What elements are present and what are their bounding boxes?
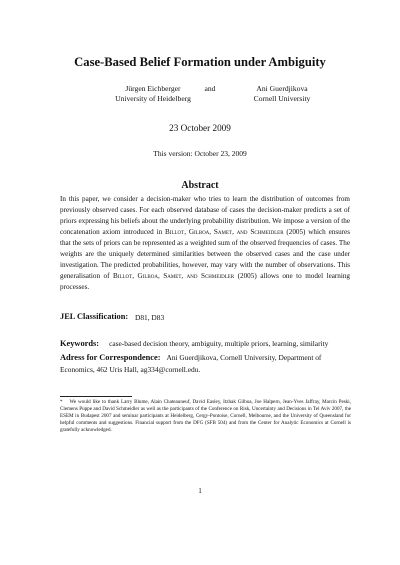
acknowledgement-footnote [60, 399, 351, 434]
author-conjunction: and [204, 84, 216, 93]
jel-classification [60, 312, 350, 321]
footnote-mark: * [60, 400, 63, 405]
keywords [60, 339, 360, 348]
author-1 [98, 84, 208, 104]
author-1-name: Jürgen Eichberger [125, 84, 181, 93]
footnote-rule [60, 396, 132, 397]
paper-date: 23 October 2009 [169, 123, 231, 133]
correspondence-value: Ani Guerdjikova, Cornell University, Department of Economics, 462 Uris Hall, ag334@cornell.edu. [60, 353, 322, 374]
abstract-text-1: In this paper, we consider a decision-maker who tries to learn the distribution of outcomes from previously observed cases. For each observed database of cases the decision-maker predicts a set of priors expressing his beliefs about the underlying probability distribution. We impose a version of the concatenation axiom introduced in [60, 195, 350, 237]
abstract-body [60, 194, 350, 293]
jel-label: JEL Classification: [60, 312, 129, 321]
keywords-value: case-based decision theory, ambiguity, multiple priors, learning, similarity [109, 339, 329, 348]
page-number: 1 [198, 487, 202, 495]
correspondence-address [60, 352, 352, 375]
correspondence-label: Adress for Correspondence: [60, 353, 161, 362]
author-2 [222, 84, 342, 104]
footnote-text: We would like to thank Larry Blume, Alain Chateauneuf, David Easley, Itzhak Gilboa, Joe Halpern, Jean-Yves Jaffray, Marcin Peski, Clemens Puppe and David Schmeidler as well as the participants of the Conference on Risk, Uncertainty and Decisions in Tel Aviv 2007, the ESEM in Budapest 2007 and seminar participants at Heidelberg, Cergy-Pontoise, Cornell, Melbourne, and the University of Queensland for helpful comments and suggestions. Financial support from the DFG (SFB 504) and from the Center for Analytic Economics at Cornell is gratefully acknowledged. [60, 399, 351, 434]
author-2-affiliation: Cornell University [253, 94, 311, 103]
author-1-affiliation: University of Heidelberg [115, 94, 191, 103]
abstract-text-2: (2005) which ensures that the sets of priors can be represented as a weighted sum of the observed frequencies of cases. The weights are the uniquely determined similarities between the observed cases and the case under investigation. The predicted probabilities, however, may vary with the number of observations. This generalisation of [60, 228, 350, 281]
citation-billot-2: Billot, Gilboa, Samet, and Schmeidler [113, 272, 235, 281]
abstract-text-3: (2005) allows one to model learning processes. [60, 272, 350, 292]
version-line: This version: October 23, 2009 [153, 149, 247, 158]
citation-billot-1: Billot, Gilboa, Samet, and Schmeidler [165, 228, 284, 237]
paper-title: Case-Based Belief Formation under Ambiguity [74, 55, 326, 69]
jel-value: D81, D83 [135, 313, 165, 322]
abstract-heading: Abstract [181, 180, 219, 191]
keywords-label: Keywords: [60, 339, 100, 348]
author-2-name: Ani Guerdjikova [256, 84, 308, 93]
